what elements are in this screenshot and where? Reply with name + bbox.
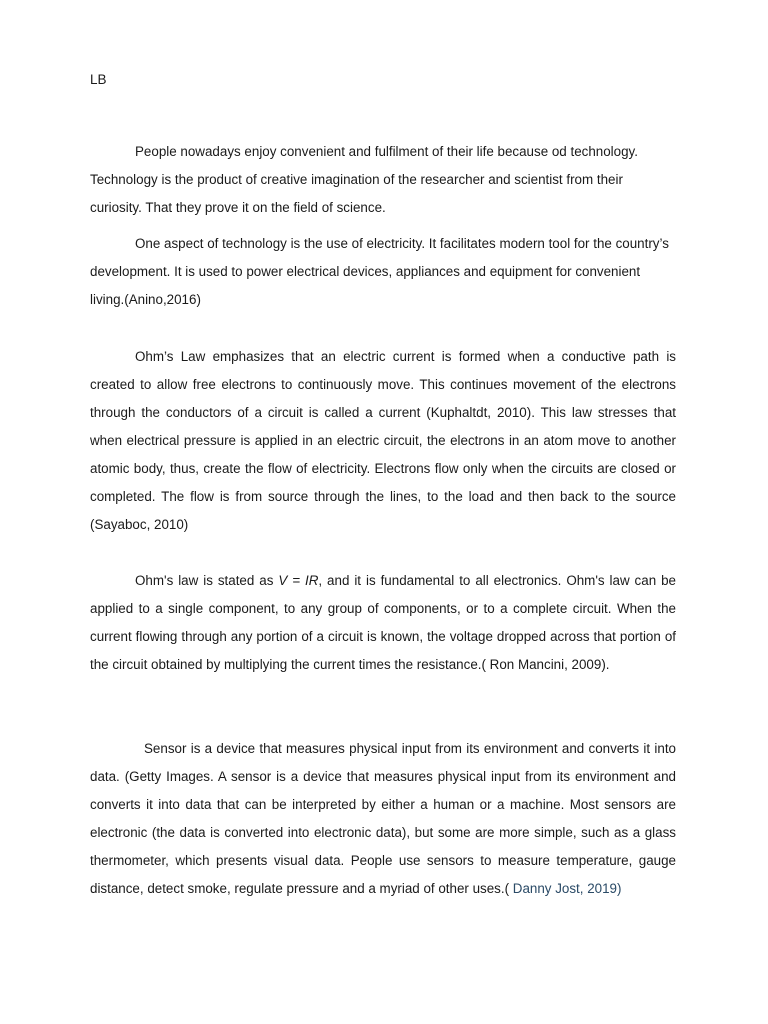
paragraph-sensor [90,735,676,903]
ohms-law-formula: V = IR [278,573,319,588]
paragraph-text-pre: Ohm's law is stated as [135,573,279,588]
paragraph-technology [90,138,676,222]
paragraph-electricity [90,230,676,314]
paragraph-text: Sensor is a device that measures physical input from its environment and converts it into data. (Getty Images. A sensor is a device that measures physical input from its environment and converts it into data that can be interpreted by either a human or a machine. Most sensors are electronic (the data is converted into electronic data), but some are more simple, such as a glass thermometer, which presents visual data. People use sensors to measure temperature, gauge distance, detect smoke, regulate pressure and a myriad of other uses.( [90,741,676,896]
paragraph-ohms-law [90,343,676,539]
citation-link-danny-jost[interactable]: Danny Jost, 2019) [509,881,622,896]
paragraph-text-post: , and it is fundamental to all electronics. Ohm's law can be applied to a single component, to any group of components, or to a complete circuit. When the current flowing through any portion of a circuit is known, the voltage dropped across that portion of the circuit obtained by multiplying the current times the resistance.( Ron Mancini, 2009). [90,573,676,672]
paragraph-text: One aspect of technology is the use of electricity. It facilitates modern tool for the country’s development. It is used to power electrical devices, appliances and equipment for convenient living.(Anino,2016) [90,236,669,307]
paragraph-text: People nowadays enjoy convenient and fulfilment of their life because od technology. Technology is the product of creative imagination of the researcher and scientist from their curiosity. That they prove it on the field of science. [90,144,638,215]
header-initials: LB [90,72,107,87]
paragraph-ohms-law-formula [90,567,676,679]
paragraph-text: Ohm’s Law emphasizes that an electric current is formed when a conductive path is created to allow free electrons to continuously move. This continues movement of the electrons through the conductors of a circuit is called a current (Kuphaltdt, 2010). This law stresses that when electrical pressure is applied in an electric circuit, the electrons in an atom move to another atomic body, thus, create the flow of electricity. Electrons flow only when the circuits are closed or completed. The flow is from source through the lines, to the load and then back to the source (Sayaboc, 2010) [90,349,676,532]
